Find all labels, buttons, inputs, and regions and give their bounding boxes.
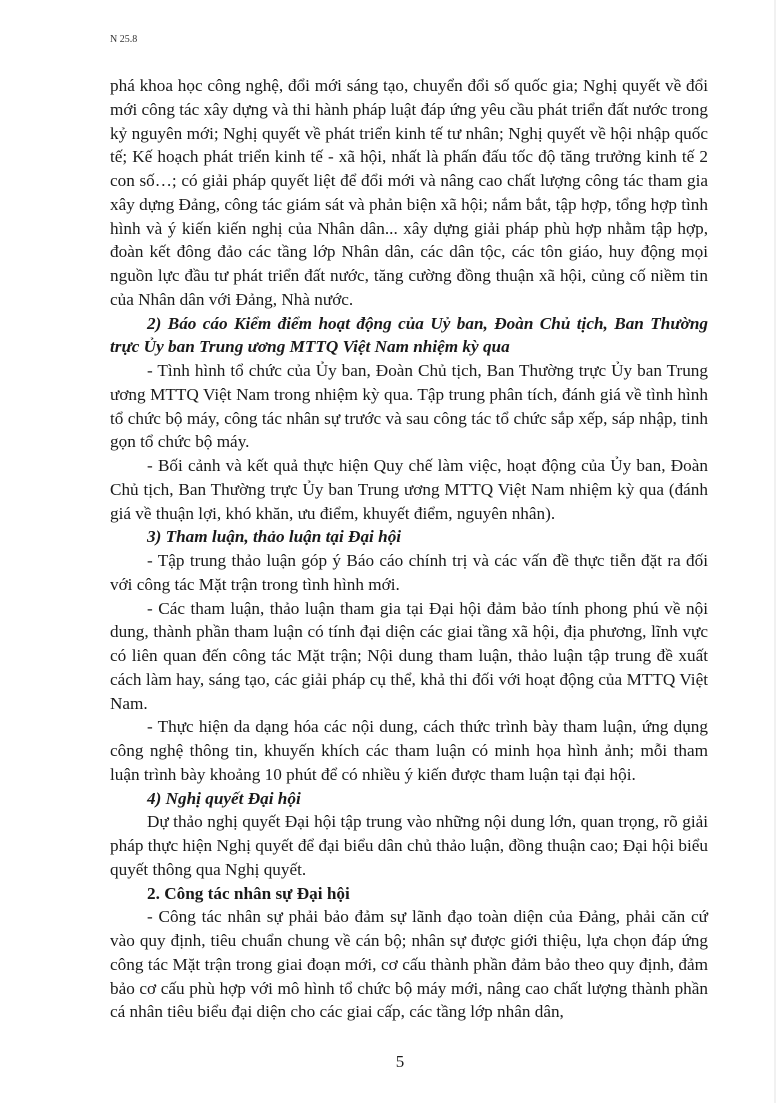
paragraph-resolution: Dự thảo nghị quyết Đại hội tập trung vào những nội dung lớn, quan trọng, rõ giải pháp thực hiện Nghị quyết để đại biểu dân chủ thảo luận, đồng thuận cao; Đại hội biểu quyết thông qua Nghị quyết. — [110, 812, 708, 879]
paragraph-discussion-content: - Các tham luận, thảo luận tham gia tại Đại hội đảm bảo tính phong phú về nội dung, thành phần tham luận có tính đại diện các giai tầng xã hội, địa phương, lĩnh vực có liên quan đến công tác Mặt trận; Nội dung tham luận, thảo luận tập trung đề xuất cách làm hay, sáng tạo, các giải pháp cụ thể, khả thi đối với hoạt động của MTTQ Việt Nam. — [110, 598, 708, 713]
subheading-discussion: 3) Tham luận, thảo luận tại Đại hội — [147, 527, 402, 547]
page-edge — [774, 0, 776, 1103]
section-heading-personnel: 2. Công tác nhân sự Đại hội — [147, 883, 350, 903]
document-code: N 25.8 — [110, 34, 138, 45]
subheading-resolution: 4) Nghị quyết Đại hội — [147, 788, 301, 808]
paragraph-discussion-focus: - Tập trung thảo luận góp ý Báo cáo chính trị và các vấn đề thực tiễn đặt ra đối với công tác Mặt trận trong tình hình mới. — [110, 551, 708, 594]
paragraph-continuation: phá khoa học công nghệ, đổi mới sáng tạo, chuyển đổi số quốc gia; Nghị quyết về đổi mới công tác xây dựng và thi hành pháp luật đáp ứng yêu cầu phát triển đất nước trong kỷ nguyên mới; Nghị quyết về phát triển kinh tế tư nhân; Nghị quyết về hội nhập quốc tế; Kế hoạch phát triển kinh tế - xã hội, nhất là phấn đấu tốc độ tăng trưởng kinh tế 2 con số…; có giải pháp quyết liệt để đổi mới và nâng cao chất lượng công tác tham gia xây dựng Đảng, công tác giám sát và phản biện xã hội; nắm bắt, tập hợp, tổng hợp tình hình và ý kiến kiến nghị của Nhân dân... xây dựng giải pháp phù hợp nhằm tập hợp, đoàn kết đông đảo các tầng lớp Nhân dân, các dân tộc, các tôn giáo, huy động mọi nguồn lực đầu tư phát triển đất nước, tăng cường đồng thuận xã hội, củng cố niềm tin của Nhân dân với Đảng, Nhà nước. — [110, 76, 708, 309]
subheading-report-review: 2) Báo cáo Kiểm điểm hoạt động của Uỷ ban, Đoàn Chủ tịch, Ban Thường trực Ủy ban Trung ương MTTQ Việt Nam nhiệm kỳ qua — [110, 313, 708, 357]
paragraph-discussion-format: - Thực hiện da dạng hóa các nội dung, cách thức trình bày tham luận, ứng dụng công nghệ thông tin, khuyến khích các tham luận có minh họa hình ảnh; mỗi tham luận trình bày khoảng 10 phút để có nhiều ý kiến được tham luận tại đại hội. — [110, 717, 708, 784]
page-number: 5 — [395, 1052, 405, 1071]
paragraph-organization-status: - Tình hình tổ chức của Ủy ban, Đoàn Chủ tịch, Ban Thường trực Ủy ban Trung ương MTTQ Việt Nam trong nhiệm kỳ qua. Tập trung phân tích, đánh giá về tình hình tổ chức bộ máy, công tác nhân sự trước và sau công tác tổ chức sắp xếp, sáp nhập, tinh gọn tổ chức bộ máy. — [110, 361, 708, 452]
document-body — [110, 74, 708, 1024]
paragraph-context-results: - Bối cảnh và kết quả thực hiện Quy chế làm việc, hoạt động của Ủy ban, Đoàn Chủ tịch, Ban Thường trực Ủy ban Trung ương MTTQ Việt Nam nhiệm kỳ qua (đánh giá về thuận lợi, khó khăn, ưu điểm, khuyết điểm, nguyên nhân). — [110, 456, 708, 523]
paragraph-personnel: - Công tác nhân sự phải bảo đảm sự lãnh đạo toàn diện của Đảng, phải căn cứ vào quy định, tiêu chuẩn chung về cán bộ; nhân sự được giới thiệu, lựa chọn đáp ứng công tác Mặt trận trong giai đoạn mới, cơ cấu thành phần đảm bảo theo quy định, đảm bảo cơ cấu phù hợp với mô hình tổ chức bộ máy mới, nâng cao chất lượng thành phần cá nhân tiêu biểu đại diện cho các giai cấp, các tầng lớp nhân dân, — [110, 907, 708, 1022]
